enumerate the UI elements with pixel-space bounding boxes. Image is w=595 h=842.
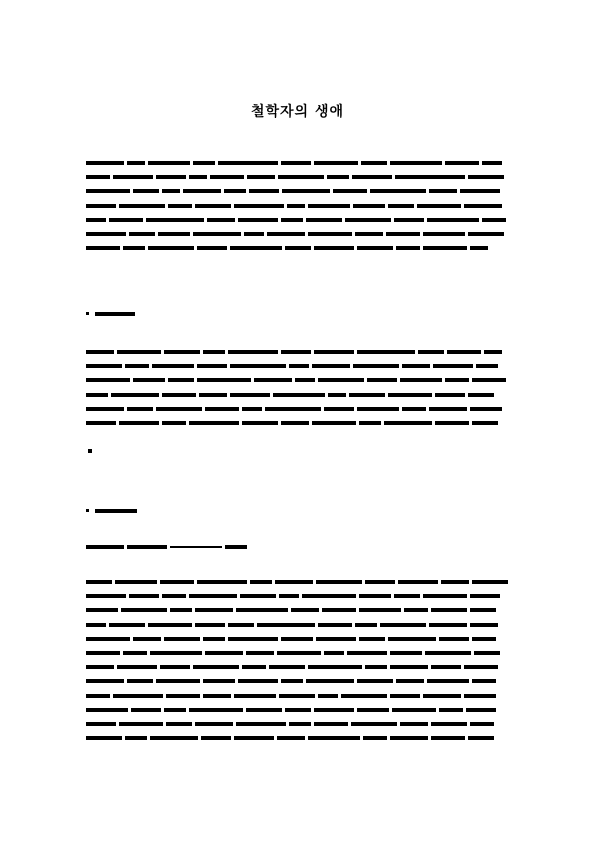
text-line: [86, 708, 509, 712]
text-line: [86, 393, 509, 397]
text-line: [86, 350, 509, 354]
section-heading-text: [95, 312, 135, 316]
text-line: [86, 378, 509, 382]
section-heading-text: [95, 509, 137, 513]
section-2-paragraph: [86, 580, 509, 750]
bullet-icon: [86, 312, 89, 315]
text-line: [86, 623, 509, 627]
intro-paragraph: [86, 161, 509, 260]
subheading: [86, 545, 247, 549]
text-line-end: [88, 449, 92, 453]
text-line: [86, 189, 509, 193]
text-line: [86, 421, 509, 425]
text-line: [86, 246, 509, 250]
text-line: [86, 736, 509, 740]
section-heading-1: [86, 309, 135, 318]
text-line: [86, 722, 509, 726]
text-line: [86, 694, 509, 698]
text-line: [86, 580, 509, 584]
text-line: [86, 594, 509, 598]
text-line: [86, 218, 509, 222]
text-line: [86, 637, 509, 641]
text-line: [86, 665, 509, 669]
text-line: [86, 407, 509, 411]
text-line: [86, 161, 509, 165]
text-line: [86, 608, 509, 612]
text-line: [86, 175, 509, 179]
text-line: [86, 364, 509, 368]
page-title: 철학자의 생애: [250, 104, 345, 120]
text-line: [86, 232, 509, 236]
bullet-icon: [86, 509, 89, 512]
section-1-paragraph: [86, 350, 509, 435]
section-heading-2: [86, 506, 137, 515]
text-line: [86, 204, 509, 208]
text-line: [86, 651, 509, 655]
text-line: [86, 679, 509, 683]
